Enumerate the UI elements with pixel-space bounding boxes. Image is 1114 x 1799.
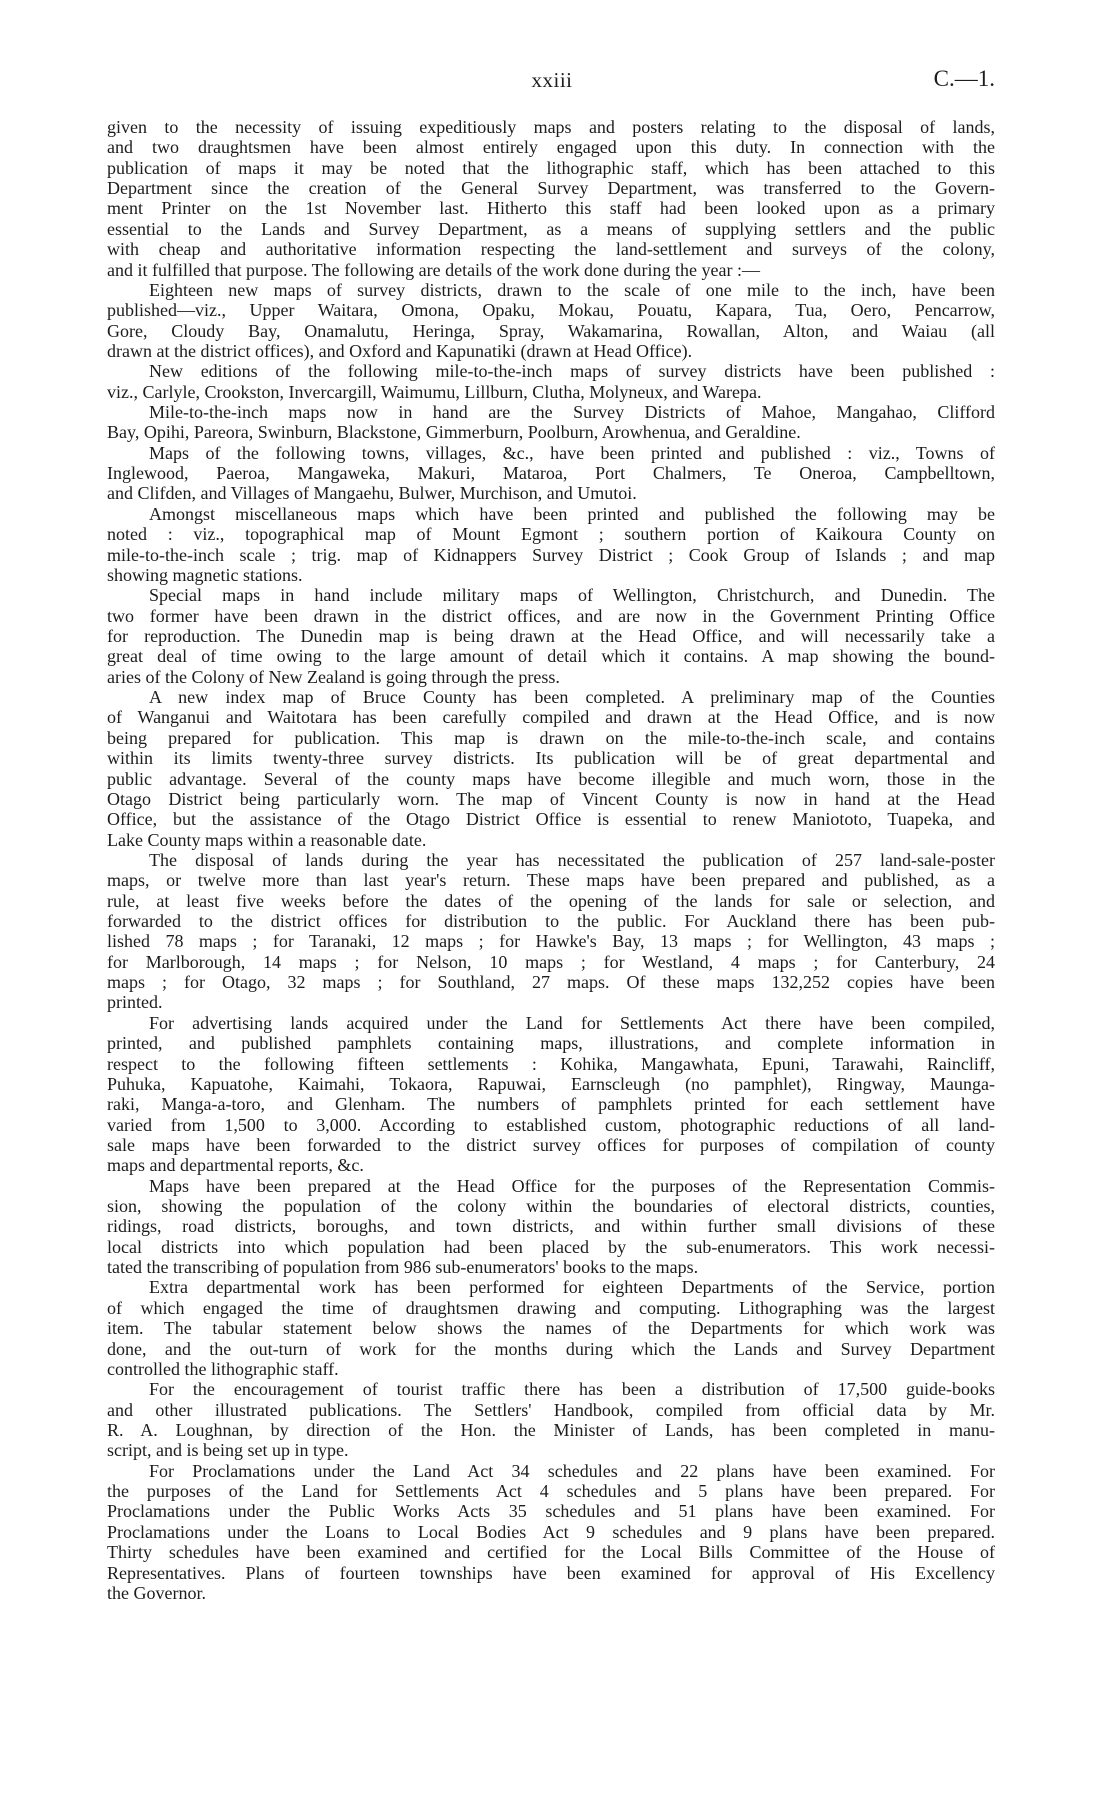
text-line: raki, Manga-a-toro, and Glenham. The numbers of pamphlets printed for each settlement have [107, 1094, 995, 1115]
text-line: For Proclamations under the Land Act 34 schedules and 22 plans have been examined. For [149, 1460, 995, 1481]
paragraph [107, 443, 995, 504]
paragraph [107, 1013, 995, 1176]
text-line: Lake County maps within a reasonable date. [107, 829, 427, 850]
text-line: forwarded to the district offices for distribution to the public. For Auckland there has been pub- [107, 911, 995, 932]
text-line: the Governor. [107, 1582, 206, 1603]
text-line: respect to the following fifteen settlements : Kohika, Mangawhata, Epuni, Tarawahi, Raincliff, [107, 1053, 995, 1074]
text-line: maps and departmental reports, &c. [107, 1155, 364, 1176]
text-line: tated the transcribing of population from 986 sub-enumerators' books to the maps. [107, 1257, 699, 1278]
text-line: aries of the Colony of New Zealand is going through the press. [107, 666, 560, 687]
document-code: C.—1. [933, 66, 995, 91]
text-line: Gore, Cloudy Bay, Onamalutu, Heringa, Spray, Wakamarina, Rowallan, Alton, and Waiau (all [107, 320, 995, 341]
text-line: Bay, Opihi, Pareora, Swinburn, Blackstone, Gimmerburn, Poolburn, Arowhenua, and Geraldine. [107, 422, 801, 443]
text-line: of Wanganui and Waitotara has been carefully compiled and drawn at the Head Office, and is now [107, 707, 995, 728]
text-line: Extra departmental work has been performed for eighteen Departments of the Service, portion [149, 1277, 995, 1298]
text-line: rule, at least five weeks before the dates of the opening of the lands for sale or selection, and [107, 890, 995, 911]
text-line: for Marlborough, 14 maps ; for Nelson, 10 maps ; for Westland, 4 maps ; for Canterbury, 24 [107, 951, 995, 972]
text-line: maps ; for Otago, 32 maps ; for Southland, 27 maps. Of these maps 132,252 copies have been [107, 972, 995, 993]
text-line: publication of maps it may be noted that the lithographic staff, which has been attached to this [107, 157, 995, 178]
paragraph [107, 402, 995, 443]
text-line: noted : viz., topographical map of Mount Egmont ; southern portion of Kaikoura County on [107, 524, 995, 545]
text-line: and Clifden, and Villages of Mangaehu, Bulwer, Murchison, and Umutoi. [107, 483, 637, 504]
text-line: Representatives. Plans of fourteen townships have been examined for approval of His Excellency [107, 1562, 995, 1583]
text-line: For advertising lands acquired under the Land for Settlements Act there have been compiled, [149, 1012, 995, 1033]
text-line: New editions of the following mile-to-the-inch maps of survey districts have been published : [149, 361, 995, 382]
page-number: xxiii [531, 68, 573, 92]
text-line: ment Printer on the 1st November last. Hitherto this staff had been looked upon as a primary [107, 198, 995, 219]
text-line: Otago District being particularly worn. The map of Vincent County is now in hand at the Head [107, 788, 995, 809]
text-line: great deal of time owing to the large amount of detail which it contains. A map showing the bound- [107, 646, 995, 667]
text-line: viz., Carlyle, Crookston, Invercargill, Waimumu, Lillburn, Clutha, Molyneux, and Warepa. [107, 381, 762, 402]
text-line: showing magnetic stations. [107, 564, 303, 585]
text-line: of which engaged the time of draughtsmen drawing and computing. Lithographing was the largest [107, 1297, 995, 1318]
text-line: published—viz., Upper Waitara, Omona, Opaku, Mokau, Pouatu, Kapara, Tua, Oero, Pencarrow, [107, 300, 995, 321]
text-line: done, and the out-turn of work for the months during which the Lands and Survey Department [107, 1338, 995, 1359]
text-line: Maps have been prepared at the Head Office for the purposes of the Representation Commis- [149, 1175, 995, 1196]
text-line: varied from 1,500 to 3,000. According to established custom, photographic reductions of all land- [107, 1114, 995, 1135]
text-line: script, and is being set up in type. [107, 1440, 349, 1461]
text-line: Puhuka, Kapuatohe, Kaimahi, Tokaora, Rapuwai, Earnscleugh (no pamphlet), Ringway, Maunga- [107, 1073, 995, 1094]
text-line: For the encouragement of tourist traffic there has been a distribution of 17,500 guide-books [149, 1379, 995, 1400]
text-line: A new index map of Bruce County has been completed. A preliminary map of the Counties [149, 687, 995, 708]
text-line: Thirty schedules have been examined and certified for the Local Bills Committee of the House of [107, 1542, 995, 1563]
text-line: sale maps have been forwarded to the district survey offices for purposes of compilation of county [107, 1134, 995, 1155]
text-line: the purposes of the Land for Settlements Act 4 schedules and 5 plans have been prepared. For [107, 1481, 995, 1502]
paragraph [107, 280, 995, 361]
text-line: printed, and published pamphlets containing maps, illustrations, and complete information in [107, 1033, 995, 1054]
text-line: Department since the creation of the General Survey Department, was transferred to the Govern- [107, 178, 995, 199]
text-line: lished 78 maps ; for Taranaki, 12 maps ; for Hawke's Bay, 13 maps ; for Wellington, 43 maps ; [107, 931, 995, 952]
text-line: printed. [107, 992, 163, 1013]
text-line: given to the necessity of issuing expeditiously maps and posters relating to the disposal of lands, [107, 117, 995, 137]
text-line: R. A. Loughnan, by direction of the Hon. the Minister of Lands, has been completed in manu- [107, 1420, 995, 1440]
paragraph [107, 687, 995, 850]
paragraph [107, 1461, 995, 1604]
text-line: and two draughtsmen have been almost entirely engaged upon this duty. In connection with the [107, 137, 995, 158]
text-line: The disposal of lands during the year has necessitated the publication of 257 land-sale-poster [149, 849, 995, 870]
text-line: Maps of the following towns, villages, &c., have been printed and published : viz., Towns of [149, 442, 995, 463]
text-line: within its limits twenty-three survey districts. Its publication will be of great departmental and [107, 748, 995, 769]
text-line: ridings, road districts, boroughs, and town districts, and within further small divisions of these [107, 1216, 995, 1237]
text-line: controlled the lithographic staff. [107, 1358, 339, 1379]
paragraph [107, 361, 995, 402]
text-line: Office, but the assistance of the Otago District Office is essential to renew Maniototo, Tuapeka, and [107, 809, 995, 830]
paragraph [107, 585, 995, 687]
text-line: for reproduction. The Dunedin map is being drawn at the Head Office, and will necessarily take a [107, 625, 995, 646]
text-line: Inglewood, Paeroa, Mangaweka, Makuri, Mataroa, Port Chalmers, Te Oneroa, Campbelltown, [107, 463, 995, 484]
paragraph [107, 117, 995, 280]
text-line: maps, or twelve more than last year's return. These maps have been prepared and published, as a [107, 870, 995, 891]
text-line: public advantage. Several of the county maps have become illegible and much worn, those in the [107, 768, 995, 789]
paragraph [107, 1277, 995, 1379]
text-line: Amongst miscellaneous maps which have been printed and published the following may be [149, 503, 995, 524]
text-line: drawn at the district offices), and Oxford and Kapunatiki (drawn at Head Office). [107, 340, 693, 361]
text-line: sion, showing the population of the colony within the boundaries of electoral districts, counties, [107, 1196, 995, 1217]
text-line: Proclamations under the Loans to Local Bodies Act 9 schedules and 9 plans have been prepared. [107, 1521, 995, 1542]
text-line: with cheap and authoritative information respecting the land-settlement and surveys of the colony, [107, 239, 995, 260]
text-line: Proclamations under the Public Works Acts 35 schedules and 51 plans have been examined. For [107, 1501, 995, 1522]
paragraph [107, 850, 995, 1013]
text-line: and other illustrated publications. The Settlers' Handbook, compiled from official data by Mr. [107, 1399, 995, 1420]
text-line: local districts into which population had been placed by the sub-enumerators. This work necessi- [107, 1236, 995, 1257]
text-line: essential to the Lands and Survey Department, as a means of supplying settlers and the public [107, 218, 995, 239]
text-line: Eighteen new maps of survey districts, drawn to the scale of one mile to the inch, have been [149, 279, 995, 300]
text-line: item. The tabular statement below shows the names of the Departments for which work was [107, 1318, 995, 1339]
paragraph [107, 1176, 995, 1278]
text-line: mile-to-the-inch scale ; trig. map of Kidnappers Survey District ; Cook Group of Islands ; and map [107, 544, 995, 565]
text-line: Mile-to-the-inch maps now in hand are the Survey Districts of Mahoe, Mangahao, Clifford [149, 402, 995, 423]
text-line: being prepared for publication. This map is drawn on the mile-to-the-inch scale, and contains [107, 727, 995, 748]
paragraph [107, 1379, 995, 1460]
body-text [107, 117, 995, 1603]
paragraph [107, 504, 995, 585]
text-line: and it fulfilled that purpose. The following are details of the work done during the year :— [107, 259, 760, 280]
text-line: Special maps in hand include military maps of Wellington, Christchurch, and Dunedin. The [149, 585, 995, 606]
text-line: two former have been drawn in the district offices, and are now in the Government Printing Office [107, 605, 995, 626]
